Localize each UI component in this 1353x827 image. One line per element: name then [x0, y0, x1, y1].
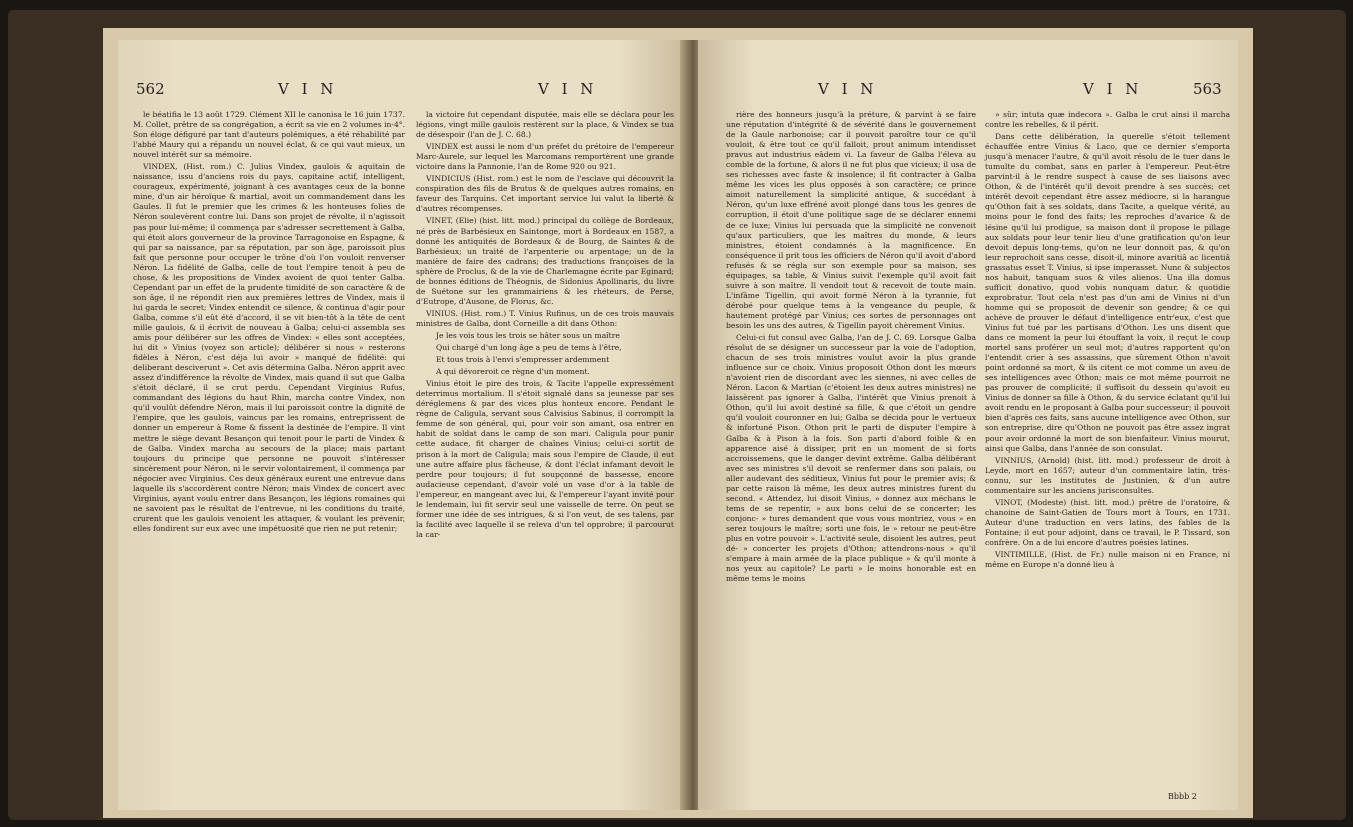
- running-header-left-2: V I N: [538, 80, 598, 98]
- paragraph: la victoire fut cependant disputée, mais elle se déclara pour les légions, vingt mille gaulois restèrent sur la place, & Vindex se tua de désespoir (l'an de J. C. 68.): [416, 110, 674, 140]
- left-column-1: [133, 110, 405, 536]
- signature-mark: Bbbb 2: [1168, 792, 1197, 801]
- paragraph: VINNIUS, (Arnold) (hist. litt. mod.) professeur de droit à Leyde, mort en 1657; auteur d'un commentaire latin, très-connu, sur les institutes de Justinien, & d'un autre commentaire sur les anciens jurisconsultes.: [985, 455, 1230, 495]
- paragraph: » sûr; intuta quæ indecora ». Galba le crut ainsi il marcha contre les rebelles, & il périt.: [985, 110, 1230, 130]
- left-column-2: [416, 110, 674, 542]
- paragraph: VINTIMILLE, (Hist. de Fr.) nulle maison ni en France, ni même en Europe n'a donné lieu à: [985, 550, 1230, 570]
- paragraph: rière des honneurs jusqu'à la préture, & parvint à se faire une réputation d'intégrité & de sévérité dans le gouvernement de la Gaule narbonoise; car il pouvoit paroître tour ce qu'il vouloit, & être tout ce qu'il falloit, prout animum intendisset pravus aut industrius eâdem vi. La faveur de Galba l'éleva au comble de la fortune, & alors il ne fut plus que vicieux; il usa de ses richesses avec faste & insolence; il fit contracter à Galba même les vices les plus opposés à son caractère; ce prince aimoit naturellement la simplicité antique, & succédant à Néron, qu'un luxe effréné avoit plongé dans tous les genres de corruption, il étoit d'une politique sage de se déclarer ennemi de ce luxe; Vinius lui persuada que la simplicité ne convenoit qu'aux particuliers, que les maîtres du monde, & leurs ministres, étoient condamnés à la magnificence. En conséquence il prit tous les officiers de Néron qu'il avoit d'abord refusés & se régla sur son exemple pour sa maison, ses équipages, sa table, & Vinius suivit l'exemple qu'il avoit fait suivre à son maître. Il vendoit tout & recevoit de toute main. L'infâme Tigellin, qui avoit formé Néron à la tyrannie, fut dérobé pour quelque tems à la vengeance du peuple, & hautement protégé par Vinius; ces sortes de personnages ont besoin les uns des autres, & Tigellin payoit chèrement Vinius.: [726, 110, 976, 330]
- right-column-1: [726, 110, 976, 586]
- verse-line: Et tous trois à l'envi s'empresser ardemment: [436, 355, 610, 365]
- running-header-right-2: V I N: [1083, 80, 1143, 98]
- paragraph: Vinius étoit le pire des trois, & Tacite l'appelle expressément deterrimus mortalium. Il s'étoit signalé dans sa jeunesse par ses déréglemens & par des vices plus honteux encore. Pendant le règne de Caligula, servant sous Calvisius Sabinus, il corrompit la femme de son général, qui, pour voir son amant, osa entrer en habit de soldat dans le camp de son mari. Caligula pour punir cette audace, fit charger de chaînes Vinius; celui-ci sortit de prison à la mort de Caligula; mais sous l'empire de Claude, il eut une autre affaire plus fâcheuse, & dont l'éclat infamant devoit le perdre pour toujours; il fut soupçonné de bassesse, encore audacieuse cependant, d'avoir volé un vase d'or à la table de l'empereur, en mangeant avec lui, & l'empereur l'ayant invité pour le lendemain, lui fit servir seul une vaisselle de terre. On peut se former une idée de ses intrigues, & si l'on veut, de ses talens, par la facilité avec laquelle il se releva d'un tel opprobre; il parcourut la car-: [416, 379, 674, 539]
- running-header-right: V I N: [818, 80, 878, 98]
- verse-line: Je les vois tous les trois se hâter sous un maître: [436, 330, 620, 340]
- paragraph: VINDEX, (Hist. rom.) C. Julius Vindex, gaulois & aquitain de naissance, issu d'anciens rois du pays, capitaine actif, intelligent, courageux, expérimenté, joignant à ces avantages ceux de la bonne mine, d'un air héroïque & martial, avoit un commandement dans les Gaules. Il fut le premier que les crimes & les honteuses folies de Néron soulevèrent contre lui. Dans son projet de révolte, il n'agissoit pas pour lui-même; il commença par s'adresser secrettement à Galba, qui étoit alors gouverneur de la province Tarragonoise en Espagne, & qui par sa naissance, par sa réputation, par son âge, paroissoit plus fait que personne pour occuper le trône d'où l'on vouloit renverser Néron. La fidélité de Galba, celle de tout l'empire tenoit à peu de chose, & les propositions de Vindex avoient de quoi tenter Galba. Cependant par un effet de la prudente timidité de son caractère & de son âge, il ne répondit rien aux premières lettres de Vindex, mais il lui garda le secret; Vindex entendit ce silence, & continua d'agir pour Galba, comme s'il eût été d'accord, il se vit bien-tôt à la tête de cent mille gaulois, & il écrivit de nouveau à Galba; celui-ci assembla ses amis pour délibérer sur les offres de Vindex: « elles sont acceptées, lui dit » Vinius (voyez son article); délibérer si nous » resterons fidèles à Néron, c'est déja lui avoir » manqué de fidélité: qui deliberant desciverunt ». Cet avis détermina Galba. Néron apprit avec assez d'indifférence la révolte de Vindex, mais quand il sut que Galba s'étoit déclaré, il se crut perdu. Cependant Virginius Rufus, commandant des légions du haut Rhin, marcha contre Vindex, non qu'il voulût défendre Néron, mais il lui paroissoit contre la dignité de l'empire, que les gaulois, vaincus par les romains, entreprissent de donner un empereur à Rome & fissent la destinée de l'empire. Il vint mettre le siège devant Besançon qui tenoit pour le parti de Vindex & de Galba. Vindex marcha au secours de la place; mais partant toujours du principe que personne ne pouvoit s'intéresser sincèrement pour Néron, ni le servir volontairement, il commença par négocier avec Virginius. Ces deux généraux eurent une entrevue dans laquelle ils s'accordèrent contre Néron; mais Vindex de concert avec Virginius, ayant voulu entrer dans Besançon, les légions romaines qui ne savoient pas le résultat de l'entrevue, ni les conditions du traité, crurent que les gaulois venoient les attaquer, & voulant les prévenir, elles fondirent sur eux avec une impétuosité que rien ne put retenir;: [133, 162, 405, 533]
- left-page: [118, 40, 688, 810]
- page-number-left: 562: [136, 80, 165, 98]
- open-book: [8, 10, 1346, 820]
- verse-line: A qui dévoreroit ce règne d'un moment.: [436, 367, 590, 377]
- paragraph: VINIUS. (Hist. rom.) T. Vinius Rufinus, un de ces trois mauvais ministres de Galba, dont Corneille a dit dans Othon:: [416, 308, 674, 328]
- verse-line: Qui chargé d'un long âge a peu de tems à l'être,: [436, 343, 622, 353]
- right-column-2: [985, 110, 1230, 572]
- paragraph: VINDEX est aussi le nom d'un préfet du prétoire de l'empereur Marc-Aurele, sur lequel les Marcomans remportèrent une grande victoire dans la Pannonie, l'an de Rome 920 ou 921.: [416, 142, 674, 172]
- right-page: [698, 40, 1238, 810]
- paragraph: Celui-ci fut consul avec Galba, l'an de J. C. 69. Lorsque Galba résolut de se désigner un successeur par la voie de l'adoption, chacun de ses trois ministres voulut avoir la plus grande influence sur ce choix. Vinius proposoit Othon dont les mœurs n'avoient rien de discordant avec les siennes, ni avec celles de Néron. Lacon & Martian (c'étoient les deux autres ministres) ne laissèrent pas ignorer à Galba, l'intérêt que Vinius prenoit à Othon, qu'il lui avoit destiné sa fille, & que c'étoit un gendre qu'il vouloit couronner en lui; Galba se décida pour le vertueux & infortuné Pison. Othon prit le parti de disputer l'empire à Galba & à Pison à la fois. Son parti d'abord foible & en apparence aisé à dissiper, prit en un moment de si forts accroissemens, que le danger devint extrême. Galba délibérant avec ses ministres s'il devoit se renfermer dans son palais, ou aller audevant des séditieux, Vinius fut pour le premier avis; & par cette raison là même, les deux autres ministres furent du second. « Attendez, lui disoit Vinius, » donnez aux méchans le tems de se repentir, » aux bons celui de se concerter; les conjonc- » tures demandent que vous vous montriez, vous » en serez toujours le maître; sorti une fois, le » retour ne peut-être plus en votre pouvoir ». L'activité seule, disoient les autres, peut dé- » concerter les projets d'Othon; attendrons-nous » qu'il s'empare à main armée de la place publique » & qu'il monte à nos yeux au capitole? Le parti » le moins honorable est en même tems le moins: [726, 333, 976, 584]
- page-number-right: 563: [1193, 80, 1222, 98]
- paragraph: VINOT, (Modeste) (hist. litt. mod.) prêtre de l'oratoire, & chanoine de Saint-Gatien de Tours mort à Tours, en 1731. Auteur d'une traduction en vers latins, des fables de la Fontaine; il eut pour adjoint, dans ce travail, le P. Tissard, son confrère. On a de lui encore d'autres poésies latines.: [985, 497, 1230, 547]
- running-header-left: V I N: [278, 80, 338, 98]
- paragraph: VINDICIUS (Hist. rom.) est le nom de l'esclave qui découvrit la conspiration des fils de Brutus & de quelques autres romains, en faveur des Tarquins. Cet important service lui valut la liberté & d'autres récompenses.: [416, 174, 674, 214]
- paragraph: Dans cette délibération, la querelle s'étoit tellement échauffée entre Vinius & Laco, que ce dernier s'emporta jusqu'à menacer l'autre, & qu'il avoit résolu de le tuer dans le tumulte du combat, sans en parler à l'empereur. Peut-être parvint-il à le rendre suspect à cause de ses liaisons avec Othon, & de l'intérêt qu'il devoit prendre à ses succès; cet intérêt devoit cependant être assez médiocre, si la harangue qu'Othon fait à ses soldats, dans Tacite, a quelque vérité, au moins pour le fond des faits; les reproches d'avarice & de lésine qu'il lui prodigue, sa maison dont il propose le pillage aux soldats pour leur tenir lieu d'une gratification qu'on leur devoit depuis long-tems, qu'on ne leur donnoit pas, & qu'on leur reprochoit sans cesse, disoit-il, minore avaritiâ ac licentiâ grassatus esset T. Vinius, si ipse imperasset. Nunc & subjectos nos habuit, tanquam suos & viles alienos. Una illa domus sufficit donativo, quod vobis nunquam datur, & quotidie exprobratur. Tout cela n'est pas d'un ami de Vinius ni d'un homme qui se proposoit de devenir son gendre; & ce qui achève de prouver le défaut d'intelligence entr'eux, c'est que Vinius fut tué par les partisans d'Othon. Les uns disent que dans ce moment la peur lui étouffant la voix, il reçut le coup mortel sans proférer un seul mot; d'autres rapportent qu'on l'entendit crier à ses assassins, que sûrement Othon n'avoit point ordonné sa mort, & ils citent ce mot comme un aveu de ses intelligences avec Othon; mais ce mot même pourroit ne pas prouver de complicité; il suffisoit du dessein qu'avoit eu Vinius de donner sa fille à Othon, & du service éclatant qu'il lui avoit rendu en le proposant à Galba pour successeur; il pouvoit bien d'après ces faits, sans aucune intelligence avec Othon, sur son entreprise, dire qu'Othon ne pouvoit pas être assez ingrat pour avoir ordonné la mort de son bienfaiteur. Vinius mourut, ainsi que Galba, dans l'année de son consulat.: [985, 132, 1230, 453]
- paragraph: VINET, (Elie) (hist. litt. mod.) principal du collège de Bordeaux, né près de Barbésieux en Saintonge, mort à Bordeaux en 1587, a donné les antiquités de Bordeaux & de Bourg, de Saintes & de Barbésieux; un traité de l'arpenterie ou arpentage; un de la manière de faire des cadrans; des traductions françoises de la sphère de Proclus, & de la vie de Charlemagne écrite par Eginard; de bonnes éditions de Théognis, de Sidonius Apollinaris, du livre de Suétone sur les grammairiens & les rhéteurs, de Perse, d'Eutrope, d'Ausone, de Florus, &c.: [416, 216, 674, 306]
- paragraph: le béatifia le 13 août 1729. Clément XII le canonisa le 16 juin 1737. M. Collet, prêtre de sa congrégation, a écrit sa vie en 2 volumes in-4°. Son éloge défiguré par tant d'auteurs polémiques, a été réhabilité par l'abbé Maury qui a répandu un nouvel éclat, & ce qui vaut mieux, un nouvel intérêt sur sa mémoire.: [133, 110, 405, 160]
